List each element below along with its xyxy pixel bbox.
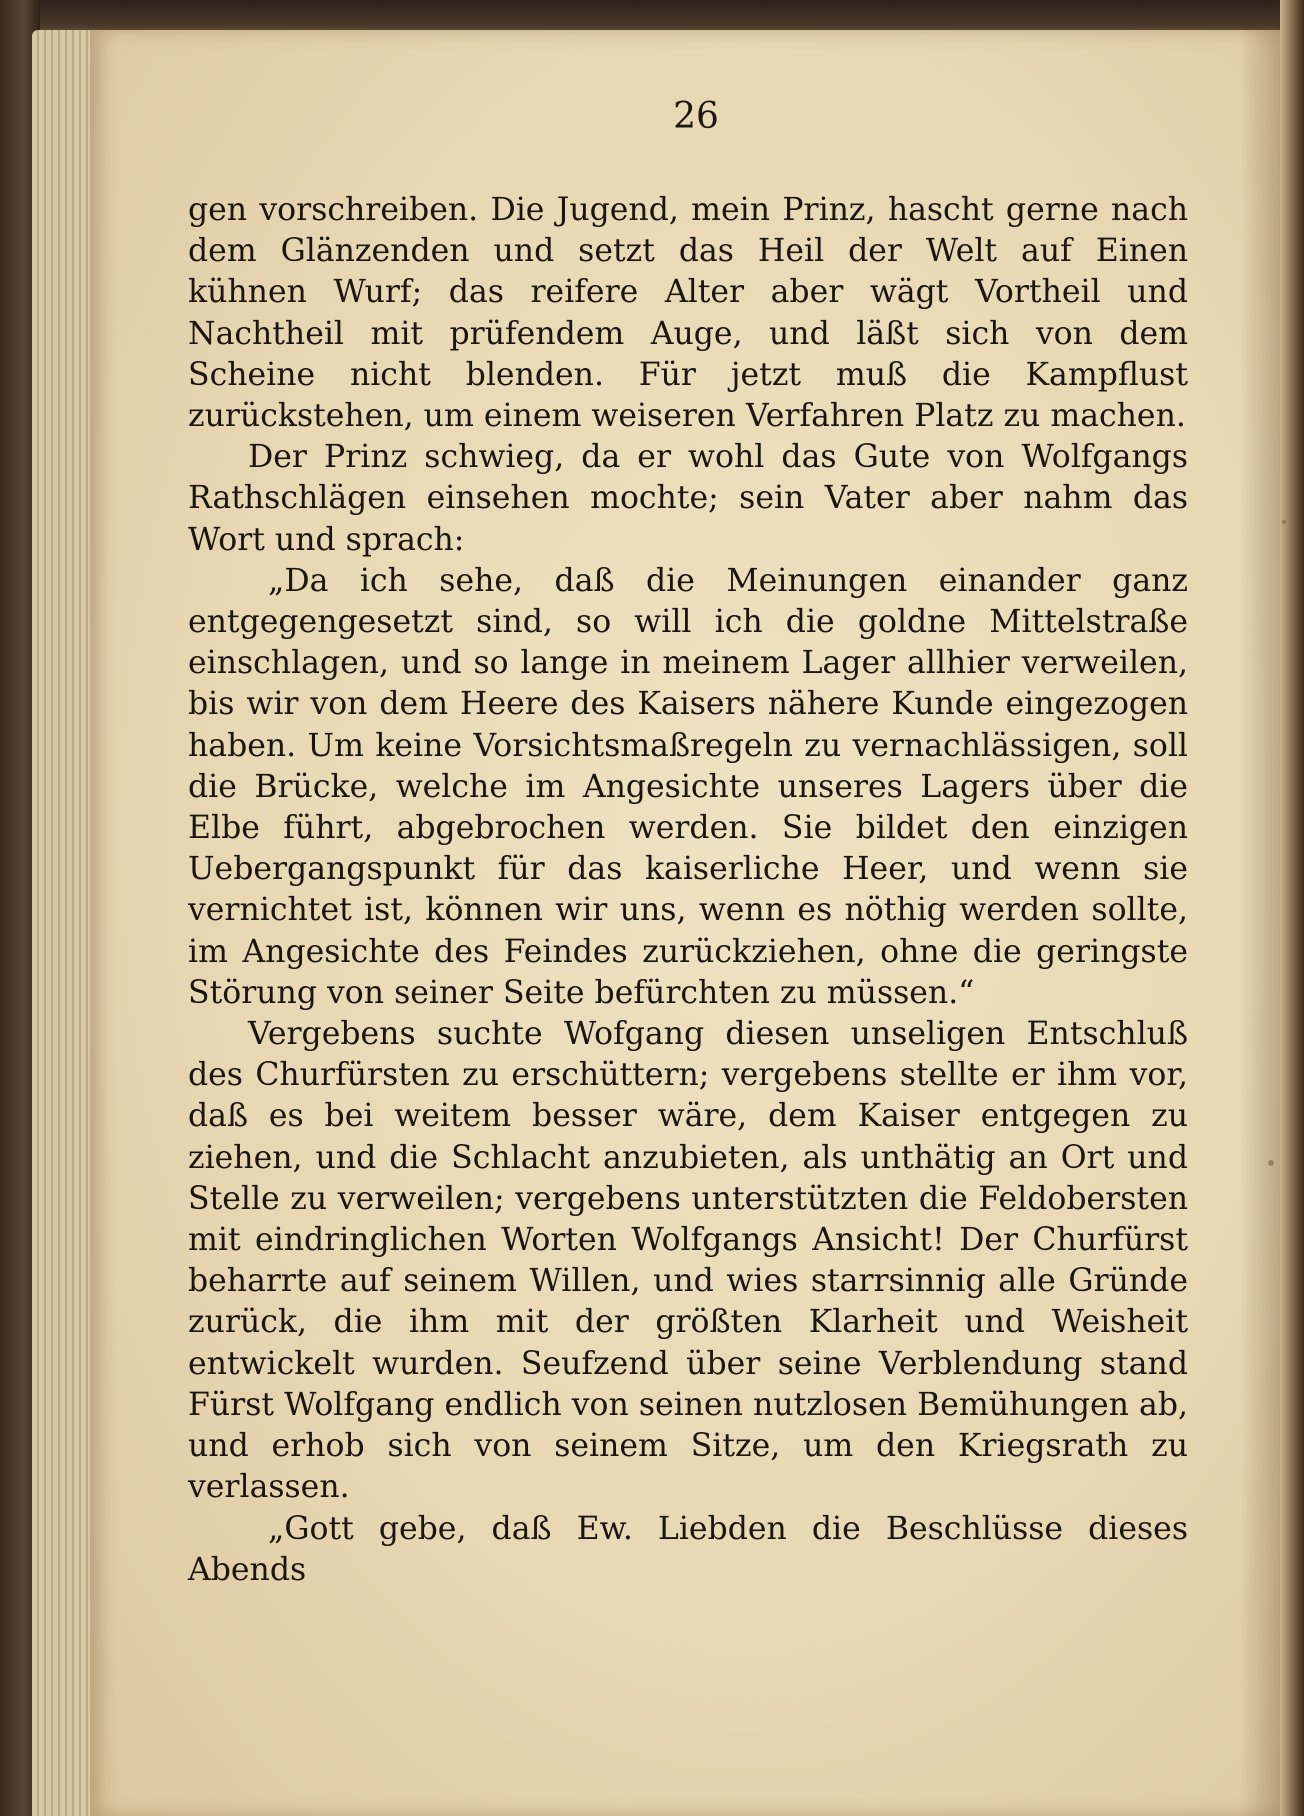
- page-number: 26: [673, 96, 719, 137]
- book-cover-right: [1280, 0, 1304, 1816]
- paragraph: Vergebens suchte Wofgang diesen unseligen Entschluß des Churfürsten zu erschüttern; vergebens stellte er ihm vor, daß es bei weitem besser wäre, dem Kaiser entgegen zu ziehen, und die Schlacht anzubieten, als unthätig an Ort und Stelle zu verweilen; vergebens unterstützten die Feldobersten mit eindringlichen Worten Wolfgangs Ansicht! Der Churfürst beharrte auf seinem Willen, und wies starrsinnig alle Gründe zurück, die ihm mit der größten Klarheit und Weisheit entwickelt wurden. Seufzend über seine Verblendung stand Fürst Wolfgang endlich von seinen nutzlosen Bemühungen ab, und erhob sich von seinem Sitze, um den Kriegsrath zu verlassen.: [188, 1016, 1188, 1506]
- page-body-text: [188, 190, 1188, 1591]
- ink-speck: [1268, 1160, 1274, 1166]
- paragraph: Der Prinz schwieg, da er wohl das Gute von Wolfgangs Rathschlägen einsehen mochte; sein Vater aber nahm das Wort und sprach:: [188, 439, 1188, 558]
- paragraph-quote-start: „Gott gebe, daß Ew. Liebden die Beschlüsse dieses Abends: [188, 1510, 1188, 1588]
- paragraph-continuation: gen vorschreiben. Die Jugend, mein Prinz, hascht gerne nach dem Glänzenden und setzt das Heil der Welt auf Einen kühnen Wurf; das reifere Alter aber wägt Vortheil und Nachtheil mit prüfendem Auge, und läßt sich von dem Scheine nicht blenden. Für jetzt muß die Kampflust zurückstehen, um einem weiseren Verfahren Platz zu machen.: [188, 192, 1188, 435]
- gutter-shadow: [1240, 30, 1280, 1816]
- paragraph-quote: „Da ich sehe, daß die Meinungen einander ganz entgegengesetzt sind, so will ich die goldne Mittelstraße einschlagen, und so lange in meinem Lager allhier verweilen, bis wir von dem Heere des Kaisers nähere Kunde eingezogen haben. Um keine Vorsichtsmaßregeln zu vernachlässigen, soll die Brücke, welche im Angesichte unseres Lagers über die Elbe führt, abgebrochen werden. Sie bildet den einzigen Uebergangspunkt für das kaiserliche Heer, und wenn sie vernichtet ist, können wir uns, wenn es nöthig werden sollte, im Angesichte des Feindes zurückziehen, ohne die geringste Störung von seiner Seite befürchten zu müssen.“: [188, 562, 1188, 1011]
- ink-speck: [1282, 520, 1286, 524]
